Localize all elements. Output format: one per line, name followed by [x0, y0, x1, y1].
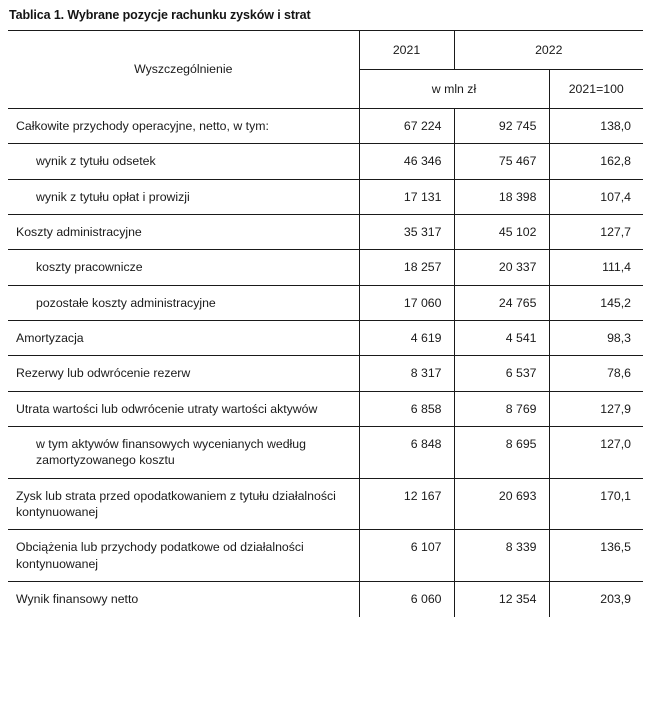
- table-row: [8, 144, 643, 179]
- cell-value-2022: 20 337: [454, 250, 549, 285]
- table-header-row-years: [8, 31, 643, 70]
- row-label: pozostałe koszty administracyjne: [8, 285, 359, 320]
- header-unit-mln-zl: w mln zł: [359, 70, 549, 109]
- cell-value-2021: 35 317: [359, 215, 454, 250]
- page-title: Tablica 1. Wybrane pozycje rachunku zysków i strat: [9, 8, 311, 22]
- cell-value-2021: 46 346: [359, 144, 454, 179]
- row-label: wynik z tytułu opłat i prowizji: [8, 179, 359, 214]
- cell-value-2022: 45 102: [454, 215, 549, 250]
- cell-value-2022: 24 765: [454, 285, 549, 320]
- row-label: Koszty administracyjne: [8, 215, 359, 250]
- cell-value-2022: 8 695: [454, 427, 549, 479]
- header-year-2022: 2022: [454, 31, 643, 70]
- cell-value-2021: 6 107: [359, 530, 454, 582]
- cell-value-index: 127,9: [549, 391, 643, 426]
- header-unit-index: 2021=100: [549, 70, 643, 109]
- cell-value-2021: 6 858: [359, 391, 454, 426]
- row-label: w tym aktywów finansowych wycenianych według zamortyzowanego kosztu: [8, 427, 359, 479]
- cell-value-2022: 6 537: [454, 356, 549, 391]
- row-label: koszty pracownicze: [8, 250, 359, 285]
- table-row: [8, 530, 643, 582]
- cell-value-index: 145,2: [549, 285, 643, 320]
- cell-value-2021: 4 619: [359, 321, 454, 356]
- cell-value-index: 98,3: [549, 321, 643, 356]
- table-row: [8, 215, 643, 250]
- header-year-2021: 2021: [359, 31, 454, 70]
- cell-value-index: 203,9: [549, 582, 643, 617]
- cell-value-2021: 6 060: [359, 582, 454, 617]
- cell-value-index: 138,0: [549, 109, 643, 144]
- cell-value-2021: 17 131: [359, 179, 454, 214]
- cell-value-index: 111,4: [549, 250, 643, 285]
- table-header: [8, 31, 643, 109]
- table-row: [8, 582, 643, 617]
- table-row: [8, 179, 643, 214]
- cell-value-index: 136,5: [549, 530, 643, 582]
- table-row: [8, 285, 643, 320]
- cell-value-2021: 67 224: [359, 109, 454, 144]
- table-body: [8, 109, 643, 617]
- cell-value-index: 127,7: [549, 215, 643, 250]
- cell-value-2022: 20 693: [454, 478, 549, 530]
- cell-value-index: 107,4: [549, 179, 643, 214]
- table-row: [8, 391, 643, 426]
- cell-value-index: 127,0: [549, 427, 643, 479]
- table-row: [8, 321, 643, 356]
- cell-value-2021: 8 317: [359, 356, 454, 391]
- table-row: [8, 356, 643, 391]
- cell-value-2022: 75 467: [454, 144, 549, 179]
- row-label: Utrata wartości lub odwrócenie utraty wartości aktywów: [8, 391, 359, 426]
- row-label: Zysk lub strata przed opodatkowaniem z tytułu działalności kontynuowanej: [8, 478, 359, 530]
- profit-loss-table: [8, 30, 643, 617]
- cell-value-index: 170,1: [549, 478, 643, 530]
- row-label: Amortyzacja: [8, 321, 359, 356]
- cell-value-2022: 92 745: [454, 109, 549, 144]
- table-row: [8, 109, 643, 144]
- row-label: Obciążenia lub przychody podatkowe od działalności kontynuowanej: [8, 530, 359, 582]
- row-label: wynik z tytułu odsetek: [8, 144, 359, 179]
- row-label: Całkowite przychody operacyjne, netto, w tym:: [8, 109, 359, 144]
- table-row: [8, 478, 643, 530]
- cell-value-2022: 4 541: [454, 321, 549, 356]
- cell-value-2022: 8 769: [454, 391, 549, 426]
- row-label: Rezerwy lub odwrócenie rezerw: [8, 356, 359, 391]
- table-row: [8, 250, 643, 285]
- row-label: Wynik finansowy netto: [16, 592, 139, 607]
- table-row: [8, 427, 643, 479]
- cell-value-2021: 17 060: [359, 285, 454, 320]
- cell-value-2021: 18 257: [359, 250, 454, 285]
- cell-value-2021: 12 167: [359, 478, 454, 530]
- cell-value-2022: 12 354: [454, 582, 549, 617]
- cell-value-index: 162,8: [549, 144, 643, 179]
- cell-value-2022: 8 339: [454, 530, 549, 582]
- cell-value-2022: 18 398: [454, 179, 549, 214]
- cell-value-index: 78,6: [549, 356, 643, 391]
- cell-value-2021: 6 848: [359, 427, 454, 479]
- header-specification: Wyszczególnienie: [8, 31, 359, 109]
